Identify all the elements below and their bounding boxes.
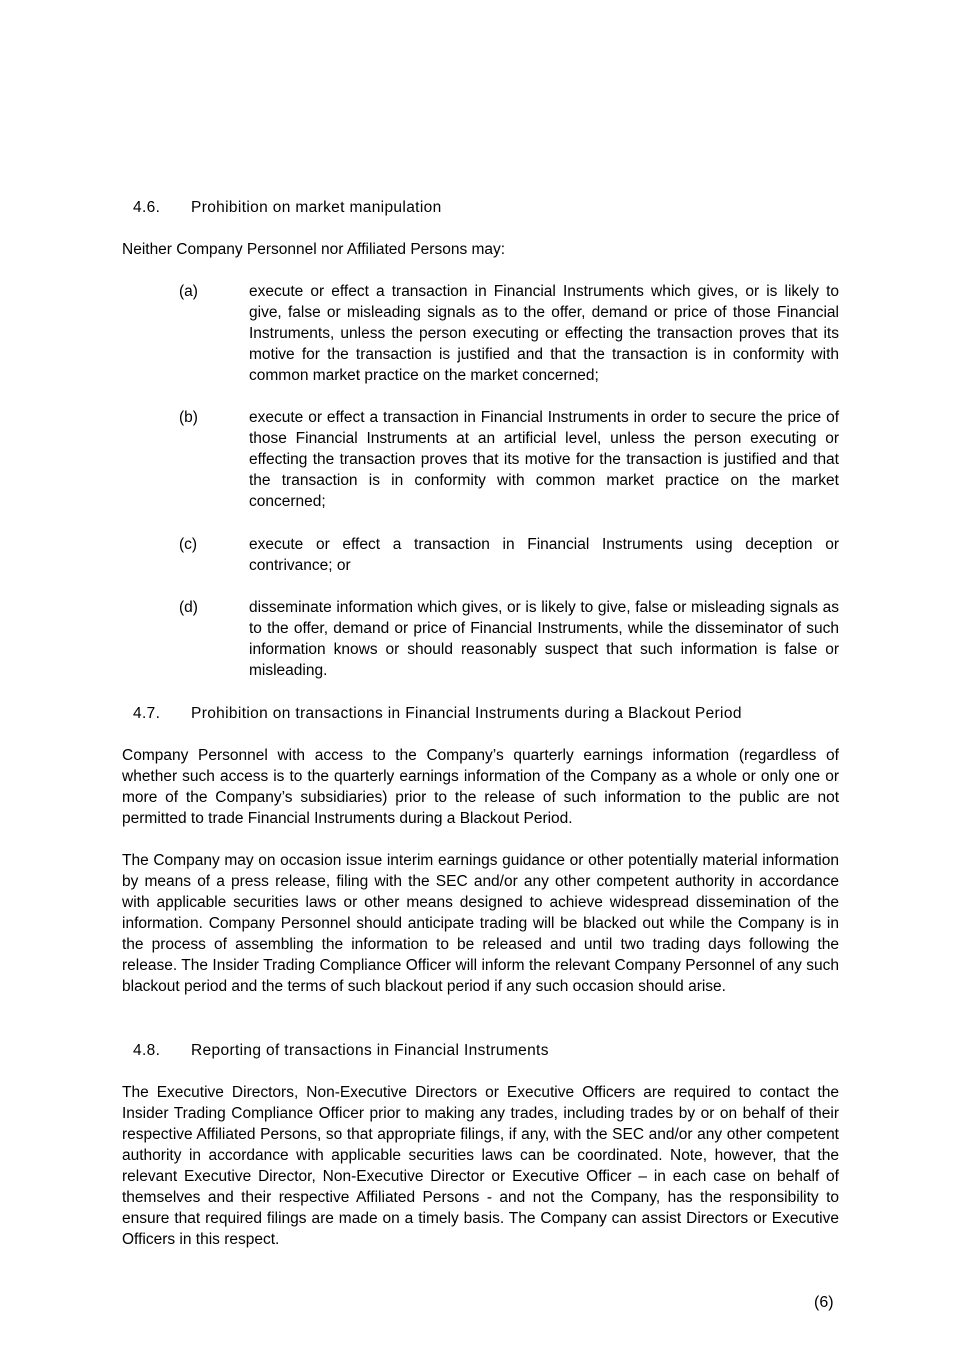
page-number: (6) [814, 1294, 834, 1311]
section-title: Reporting of transactions in Financial Instruments [191, 1042, 549, 1059]
list-marker: (c) [179, 536, 198, 553]
section-4-8-heading [133, 1040, 549, 1061]
section-4-6-intro: Neither Company Personnel nor Affiliated Persons may: [122, 241, 506, 258]
list-item-text: execute or effect a transaction in Financial Instruments in order to secure the price of those Financial Instruments at an artificial level, unless the person executing or effecting the transaction proves that its motive for the transaction is justified and that the transaction is in conformity with common market practice on the market concerned; [249, 409, 839, 510]
section-4-8-paragraph-1: The Executive Directors, Non-Executive Directors or Executive Officers are required to contact the Insider Trading Compliance Officer prior to making any trades, including trades by or on behalf of their respective Affiliated Persons, so that appropriate filings, if any, with the SEC and/or any other competent authority in accordance with applicable securities laws can be coordinated. Note, however, that the relevant Executive Director, Non-Executive Director or Executive Officer – in each case on behalf of themselves and their respective Affiliated Persons - and not the Company, has the responsibility to ensure that required filings are made on a timely basis. The Company can assist Directors or Executive Officers in this respect. [122, 1084, 839, 1248]
section-4-7-paragraph-2: The Company may on occasion issue interim earnings guidance or other potentially material information by means of a press release, filing with the SEC and/or any other competent authority in accordance with applicable securities laws or other means designed to achieve widespread dissemination of the information. Company Personnel should anticipate trading will be blacked out while the Company is in the process of assembling the information to be released and until two trading days following the release. The Insider Trading Compliance Officer will inform the relevant Company Personnel of any such blackout period and the terms of such blackout period if any such occasion should arise. [122, 852, 839, 995]
list-item-text: execute or effect a transaction in Financial Instruments using deception or contrivance; or [249, 536, 839, 574]
section-4-7-heading [133, 703, 742, 724]
section-title: Prohibition on transactions in Financial Instruments during a Blackout Period [191, 705, 742, 722]
section-title: Prohibition on market manipulation [191, 199, 442, 216]
list-item-c [179, 534, 839, 576]
section-number: 4.7. [133, 705, 161, 722]
list-marker: (d) [179, 599, 198, 616]
list-item-a [179, 281, 839, 386]
list-item-text: execute or effect a transaction in Financial Instruments which gives, or is likely to give, false or misleading signals as to the offer, demand or price of those Financial Instruments, unless the person executing or effecting the transaction proves that its motive for the transaction is justified and that the transaction is in conformity with common market practice on the market concerned; [249, 283, 839, 384]
section-number: 4.8. [133, 1042, 161, 1059]
section-number: 4.6. [133, 199, 161, 216]
list-item-b [179, 407, 839, 512]
list-marker: (a) [179, 283, 198, 300]
section-4-7-paragraph-1: Company Personnel with access to the Company’s quarterly earnings information (regardless of whether such access is to the quarterly earnings information of the Company as a whole or only one or more of the Company’s subsidiaries) prior to the release of such information to the public are not permitted to trade Financial Instruments during a Blackout Period. [122, 747, 839, 827]
list-item-d [179, 597, 839, 681]
list-marker: (b) [179, 409, 198, 426]
section-4-6-heading [133, 197, 442, 218]
list-item-text: disseminate information which gives, or is likely to give, false or misleading signals as to the offer, demand or price of Financial Instruments, while the disseminator of such information knows or should reasonably suspect that such information is false or misleading. [249, 599, 839, 679]
